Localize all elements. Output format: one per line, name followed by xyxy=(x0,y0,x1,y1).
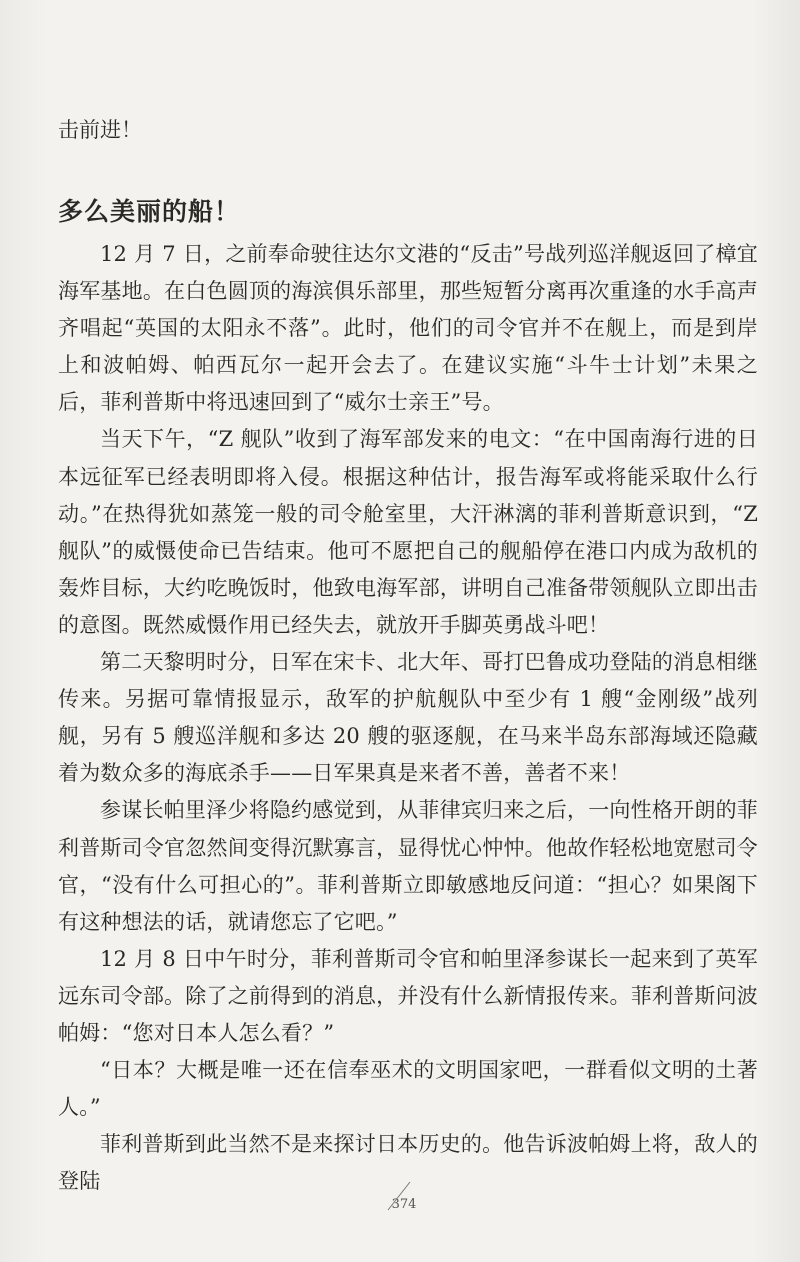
paragraph: 参谋长帕里泽少将隐约感觉到，从菲律宾归来之后，一向性格开朗的菲利普斯司令官忽然间变得沉默寡言，显得忧心忡忡。他故作轻松地宽慰司令官，“没有什么可担心的”。菲利普斯立即敏感地反问道：“担心？如果阁下有这种想法的话，就请您忘了它吧。” xyxy=(58,798,758,934)
paragraph: 菲利普斯到此当然不是来探讨日本历史的。他告诉波帕姆上将，敌人的登陆 xyxy=(58,1132,758,1194)
paragraph: 12 月 7 日，之前奉命驶往达尔文港的“反击”号战列巡洋舰返回了樟宜海军基地。在白色圆顶的海滨俱乐部里，那些短暂分离再次重逢的水手高声齐唱起“英国的太阳永不落”。此时，他们的司令官并不在舰上，而是到岸上和波帕姆、帕西瓦尔一起开会去了。在建议实施“斗牛士计划”未果之后，菲利普斯中将迅速回到了“威尔士亲王”号。 xyxy=(58,242,758,415)
section-heading: 多么美丽的船！ xyxy=(58,197,241,226)
body-text xyxy=(58,236,758,1200)
paragraph: 12 月 8 日中午时分，菲利普斯司令官和帕里泽参谋长一起来到了英军远东司令部。除了之前得到的消息，并没有什么新情报传来。菲利普斯问波帕姆：“您对日本人怎么看？” xyxy=(58,946,758,1045)
continued-text-line: 击前进！ xyxy=(58,118,142,142)
paragraph: 当天下午，“Z 舰队”收到了海军部发来的电文：“在中国南海行进的日本远征军已经表明即将入侵。根据这种估计，报告海军或将能采取什么行动。”在热得犹如蒸笼一般的司令舱室里，大汗淋漓的菲利普斯意识到，“Z 舰队”的威慑使命已告结束。他可不愿把自己的舰船停在港口内成为敌机的轰炸目标，大约吃晚饭时，他致电海军部，讲明自己准备带领舰队立即出击的意图。既然威慑作用已经失去，就放开手脚英勇战斗吧！ xyxy=(58,427,758,637)
paragraph: “日本？大概是唯一还在信奉巫术的文明国家吧，一群看似文明的土著人。” xyxy=(58,1058,758,1120)
page-number: 374 xyxy=(391,1197,417,1212)
paragraph: 第二天黎明时分，日军在宋卡、北大年、哥打巴鲁成功登陆的消息相继传来。另据可靠情报显示，敌军的护航舰队中至少有 1 艘“金刚级”战列舰，另有 5 艘巡洋舰和多达 20 艘的驱逐舰，在马来半岛东部海域还隐藏着为数众多的海底杀手——日军果真是来者不善，善者不来！ xyxy=(58,650,758,786)
